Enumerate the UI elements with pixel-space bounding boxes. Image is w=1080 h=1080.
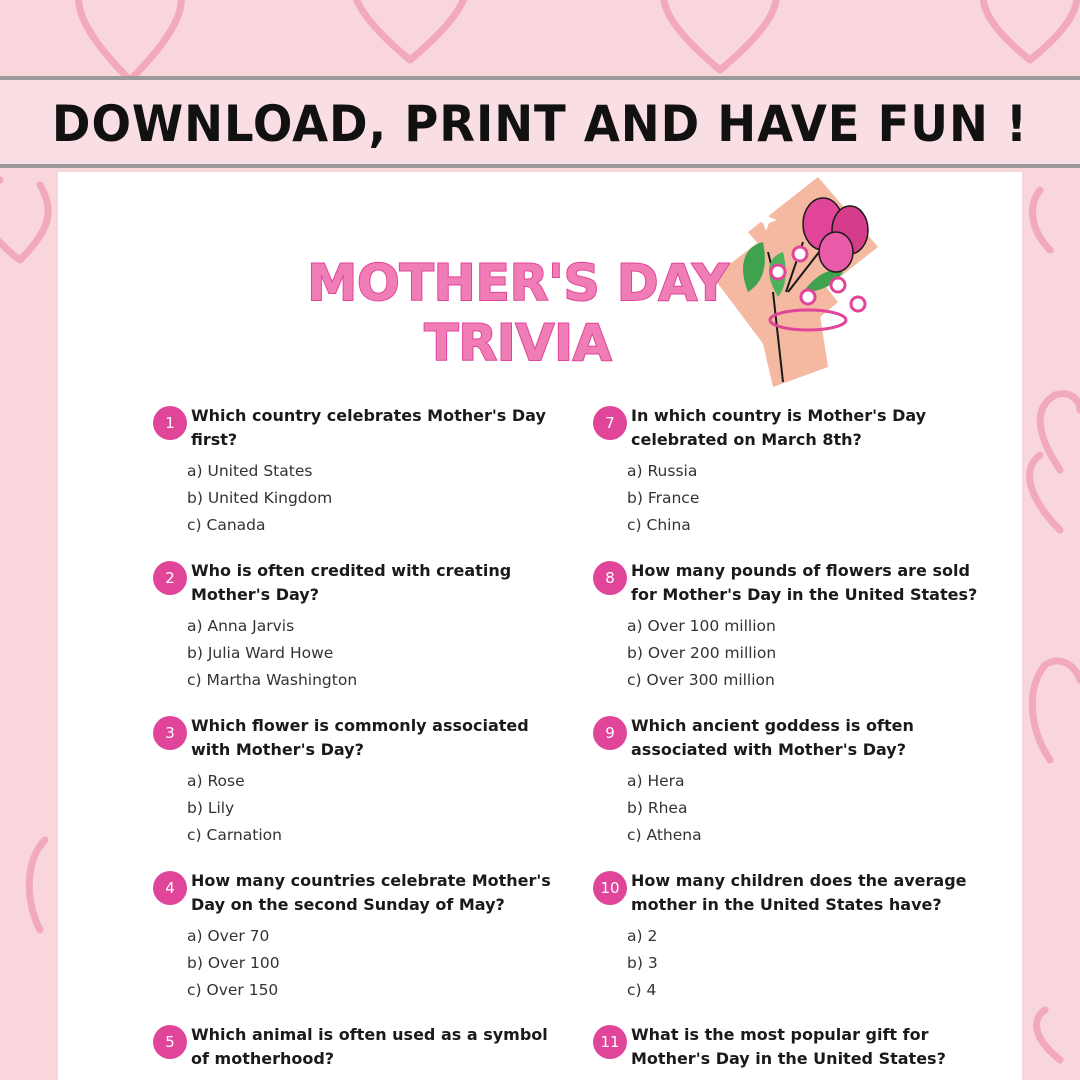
answer-option: c) Carnation [187, 826, 282, 844]
title-line-1: MOTHER'S DAY [307, 254, 729, 312]
answer-option: a) Russia [627, 462, 698, 480]
question-number-badge: 3 [153, 716, 187, 750]
question-number-badge: 10 [593, 871, 627, 905]
question-text: How many countries celebrate Mother's Day on the second Sunday of May? [191, 871, 551, 914]
question-text: Which ancient goddess is often associated with Mother's Day? [631, 716, 914, 759]
answer-option: a) Rose [187, 772, 245, 790]
answer-option: b) Over 100 [187, 954, 280, 972]
heart-icon [0, 180, 48, 260]
answer-option: b) Rhea [627, 799, 688, 817]
answer-option: b) 3 [627, 954, 658, 972]
banner-text: DOWNLOAD, PRINT AND HAVE FUN ! [51, 95, 1029, 153]
answer-option: a) Anna Jarvis [187, 617, 295, 635]
question-number-badge: 8 [593, 561, 627, 595]
heart-icon [1033, 190, 1050, 250]
heart-icon [983, 0, 1077, 60]
answer-option: a) 2 [627, 927, 658, 945]
question-text: Who is often credited with creating Mother's Day? [191, 561, 512, 604]
answer-option: b) Lily [187, 799, 235, 817]
answer-option: a) Over 100 million [627, 617, 776, 635]
question-text: In which country is Mother's Day celebrated on March 8th? [631, 406, 927, 449]
answer-option: c) China [627, 516, 691, 534]
question-number-badge: 5 [153, 1025, 187, 1059]
question-number-badge: 4 [153, 871, 187, 905]
heart-icon [79, 0, 182, 80]
heart-icon [354, 0, 467, 60]
answer-option: c) Martha Washington [187, 671, 358, 689]
answer-option: b) France [627, 489, 700, 507]
answer-option: c) Over 300 million [627, 671, 775, 689]
answer-option: c) 4 [627, 981, 657, 999]
answer-option: a) Hera [627, 772, 685, 790]
question-text: How many children does the average mother in the United States have? [631, 871, 967, 914]
trivia-worksheet [58, 172, 1022, 1080]
title-line-2: TRIVIA [424, 314, 612, 372]
question-number-badge: 11 [593, 1025, 627, 1059]
question-text: What is the most popular gift for Mother's Day in the United States? [631, 1025, 946, 1068]
question-text: How many pounds of flowers are sold for Mother's Day in the United States? [631, 561, 978, 604]
question-number-badge: 9 [593, 716, 627, 750]
question-number-badge: 7 [593, 406, 627, 440]
answer-option: a) United States [187, 462, 313, 480]
question-number-badge: 1 [153, 406, 187, 440]
answer-option: c) Athena [627, 826, 702, 844]
answer-option: c) Over 150 [187, 981, 279, 999]
promo-banner [0, 76, 1080, 168]
heart-icon [664, 0, 777, 70]
heart-icon [1040, 394, 1080, 470]
answer-option: b) Julia Ward Howe [187, 644, 334, 662]
heart-icon [1037, 1010, 1060, 1060]
question-text: Which animal is often used as a symbol of motherhood? [191, 1025, 548, 1068]
answer-option: b) Over 200 million [627, 644, 777, 662]
heart-icon [29, 840, 45, 930]
question-text: Which flower is commonly associated with Mother's Day? [191, 716, 529, 759]
answer-option: b) United Kingdom [187, 489, 333, 507]
question-number-badge: 2 [153, 561, 187, 595]
worksheet-title [298, 242, 738, 382]
heart-icon [1032, 661, 1080, 760]
question-text: Which country celebrates Mother's Day first? [191, 406, 546, 449]
answer-option: a) Over 70 [187, 927, 270, 945]
answer-option: c) Canada [187, 516, 266, 534]
